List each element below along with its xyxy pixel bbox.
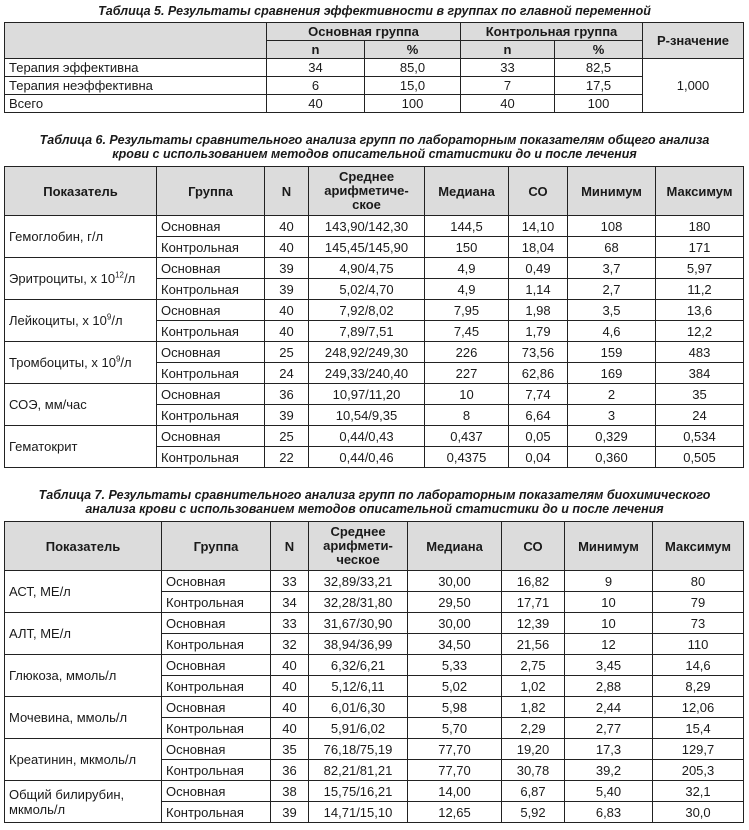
value-cell: 5,12/6,11: [309, 676, 408, 697]
value-cell: 4,6: [568, 321, 656, 342]
value-cell: 7,45: [425, 321, 509, 342]
value-cell: 30,0: [653, 802, 744, 823]
value-cell: 73,56: [509, 342, 568, 363]
group-cell: Контрольная: [157, 321, 265, 342]
col-header-group: Группа: [157, 167, 265, 216]
group-cell: Основная: [162, 781, 271, 802]
value-cell: 5,98: [408, 697, 502, 718]
value-cell: 34,50: [408, 634, 502, 655]
value-cell: 40: [265, 321, 309, 342]
value-cell: 29,50: [408, 592, 502, 613]
indicator-unit: /л: [111, 313, 123, 328]
row-label: Терапия эффективна: [5, 59, 267, 77]
value-cell: 10: [565, 592, 653, 613]
table5-empty-header: [5, 23, 267, 59]
value-cell: 36: [265, 384, 309, 405]
row-label: Всего: [5, 95, 267, 113]
value-cell: 82,21/81,21: [309, 760, 408, 781]
value-cell: 2,29: [502, 718, 565, 739]
indicator-label: Лейкоциты, х 10: [9, 313, 107, 328]
table5-n-header: n: [461, 41, 555, 59]
value-cell: 384: [656, 363, 744, 384]
value-cell: 32,1: [653, 781, 744, 802]
value-cell: 1,79: [509, 321, 568, 342]
table-row: [5, 571, 744, 592]
indicator-label: Гематокрит: [9, 439, 78, 454]
value-cell: 7,92/8,02: [309, 300, 425, 321]
value-cell: 0,44/0,46: [309, 447, 425, 468]
value-cell: 227: [425, 363, 509, 384]
value-cell: 30,00: [408, 571, 502, 592]
group-cell: Контрольная: [162, 634, 271, 655]
indicator-name: [5, 613, 162, 655]
value-cell: 39: [265, 279, 309, 300]
cell: 85,0: [365, 59, 461, 77]
value-cell: 150: [425, 237, 509, 258]
value-cell: 35: [656, 384, 744, 405]
value-cell: 5,02/4,70: [309, 279, 425, 300]
table-row: [5, 655, 744, 676]
value-cell: 62,86: [509, 363, 568, 384]
group-cell: Основная: [162, 655, 271, 676]
value-cell: 171: [656, 237, 744, 258]
value-cell: 5,92: [502, 802, 565, 823]
value-cell: 12,2: [656, 321, 744, 342]
value-cell: 39,2: [565, 760, 653, 781]
value-cell: 205,3: [653, 760, 744, 781]
value-cell: 2,44: [565, 697, 653, 718]
table7: [4, 521, 744, 823]
value-cell: 144,5: [425, 216, 509, 237]
value-cell: 12: [565, 634, 653, 655]
value-cell: 38: [271, 781, 309, 802]
value-cell: 32: [271, 634, 309, 655]
value-cell: 33: [271, 571, 309, 592]
indicator-label: Тромбоциты, х 10: [9, 355, 116, 370]
value-cell: 108: [568, 216, 656, 237]
value-cell: 30,78: [502, 760, 565, 781]
value-cell: 40: [265, 237, 309, 258]
value-cell: 2,7: [568, 279, 656, 300]
value-cell: 145,45/145,90: [309, 237, 425, 258]
value-cell: 10: [565, 613, 653, 634]
indicator-unit: /л: [120, 355, 132, 370]
value-cell: 39: [265, 405, 309, 426]
value-cell: 2,75: [502, 655, 565, 676]
indicator-exponent: 9: [106, 312, 112, 322]
value-cell: 249,33/240,40: [309, 363, 425, 384]
value-cell: 2,77: [565, 718, 653, 739]
group-cell: Основная: [162, 613, 271, 634]
value-cell: 4,9: [425, 279, 509, 300]
value-cell: 80: [653, 571, 744, 592]
value-cell: 0,44/0,43: [309, 426, 425, 447]
cell: 6: [267, 77, 365, 95]
table-row: [5, 300, 744, 321]
value-cell: 248,92/249,30: [309, 342, 425, 363]
value-cell: 7,95: [425, 300, 509, 321]
value-cell: 1,02: [502, 676, 565, 697]
value-cell: 9: [565, 571, 653, 592]
value-cell: 40: [271, 655, 309, 676]
indicator-name: [5, 342, 157, 384]
value-cell: 40: [271, 718, 309, 739]
cell: 34: [267, 59, 365, 77]
value-cell: 12,06: [653, 697, 744, 718]
value-cell: 3,7: [568, 258, 656, 279]
value-cell: 73: [653, 613, 744, 634]
table7-caption-line1: Таблица 7. Результаты сравнительного анализа групп по лабораторным показателям биохимического: [38, 488, 711, 502]
col-header-group: Группа: [162, 522, 271, 571]
value-cell: 79: [653, 592, 744, 613]
indicator-label: Креатинин, мкмоль/л: [9, 752, 137, 767]
indicator-name: [5, 384, 157, 426]
value-cell: 8: [425, 405, 509, 426]
value-cell: 6,32/6,21: [309, 655, 408, 676]
value-cell: 18,04: [509, 237, 568, 258]
table-row: [5, 613, 744, 634]
value-cell: 15,4: [653, 718, 744, 739]
cell: 33: [461, 59, 555, 77]
value-cell: 6,83: [565, 802, 653, 823]
group-cell: Основная: [157, 342, 265, 363]
value-cell: 3,5: [568, 300, 656, 321]
value-cell: 2: [568, 384, 656, 405]
value-cell: 12,39: [502, 613, 565, 634]
value-cell: 7,89/7,51: [309, 321, 425, 342]
value-cell: 6,64: [509, 405, 568, 426]
table-row: [5, 781, 744, 802]
group-cell: Основная: [162, 571, 271, 592]
table6-caption-line1: Таблица 6. Результаты сравнительного анализа групп по лабораторным показателям общего анализа: [39, 133, 710, 147]
value-cell: 5,70: [408, 718, 502, 739]
value-cell: 30,00: [408, 613, 502, 634]
value-cell: 35: [271, 739, 309, 760]
value-cell: 40: [271, 676, 309, 697]
value-cell: 7,74: [509, 384, 568, 405]
group-cell: Контрольная: [157, 237, 265, 258]
value-cell: 226: [425, 342, 509, 363]
value-cell: 13,6: [656, 300, 744, 321]
value-cell: 129,7: [653, 739, 744, 760]
cell: 15,0: [365, 77, 461, 95]
indicator-name: [5, 655, 162, 697]
value-cell: 6,01/6,30: [309, 697, 408, 718]
indicator-label: Глюкоза, ммоль/л: [9, 668, 117, 683]
indicator-label: СОЭ, мм/час: [9, 397, 87, 412]
group-cell: Контрольная: [162, 592, 271, 613]
value-cell: 33: [271, 613, 309, 634]
value-cell: 0,05: [509, 426, 568, 447]
table-row: [5, 384, 744, 405]
value-cell: 0,04: [509, 447, 568, 468]
indicator-name: [5, 571, 162, 613]
value-cell: 5,02: [408, 676, 502, 697]
group-cell: Контрольная: [157, 363, 265, 384]
cell: 100: [555, 95, 643, 113]
p-value: 1,000: [643, 59, 744, 113]
table-row: [5, 697, 744, 718]
table-row: [5, 258, 744, 279]
col-header-max: Максимум: [653, 522, 744, 571]
value-cell: 3,45: [565, 655, 653, 676]
group-cell: Основная: [162, 739, 271, 760]
group-cell: Основная: [162, 697, 271, 718]
table-row: [5, 59, 744, 77]
value-cell: 110: [653, 634, 744, 655]
value-cell: 24: [656, 405, 744, 426]
value-cell: 16,82: [502, 571, 565, 592]
value-cell: 0,49: [509, 258, 568, 279]
table7-caption: [0, 488, 749, 516]
value-cell: 25: [265, 426, 309, 447]
value-cell: 1,82: [502, 697, 565, 718]
table6-caption: [0, 133, 749, 161]
value-cell: 14,71/15,10: [309, 802, 408, 823]
value-cell: 8,29: [653, 676, 744, 697]
col-header-max: Максимум: [656, 167, 744, 216]
col-header-indicator: Показатель: [5, 167, 157, 216]
value-cell: 17,3: [565, 739, 653, 760]
cell: 7: [461, 77, 555, 95]
value-cell: 77,70: [408, 760, 502, 781]
indicator-label: АСТ, МЕ/л: [9, 584, 71, 599]
indicator-unit: /л: [123, 271, 136, 286]
value-cell: 38,94/36,99: [309, 634, 408, 655]
table5-pct-header: %: [555, 41, 643, 59]
value-cell: 180: [656, 216, 744, 237]
indicator-label: Гемоглобин, г/л: [9, 229, 104, 244]
group-cell: Основная: [157, 216, 265, 237]
value-cell: 3: [568, 405, 656, 426]
indicator-name: [5, 426, 157, 468]
value-cell: 15,75/16,21: [309, 781, 408, 802]
cell: 40: [267, 95, 365, 113]
value-cell: 0,534: [656, 426, 744, 447]
col-header-sd: СО: [502, 522, 565, 571]
group-cell: Контрольная: [157, 405, 265, 426]
table-row: [5, 426, 744, 447]
indicator-label: Общий билирубин, мкмоль/л: [9, 786, 125, 817]
value-cell: 169: [568, 363, 656, 384]
value-cell: 1,98: [509, 300, 568, 321]
value-cell: 39: [271, 802, 309, 823]
value-cell: 5,91/6,02: [309, 718, 408, 739]
value-cell: 143,90/142,30: [309, 216, 425, 237]
col-header-min: Минимум: [565, 522, 653, 571]
indicator-exponent: 9: [115, 354, 121, 364]
table-row: [5, 95, 744, 113]
value-cell: 39: [265, 258, 309, 279]
value-cell: 10,97/11,20: [309, 384, 425, 405]
value-cell: 32,89/33,21: [309, 571, 408, 592]
table6: [4, 166, 744, 468]
value-cell: 14,6: [653, 655, 744, 676]
indicator-name: [5, 216, 157, 258]
table7-caption-line2: анализа крови с использованием методов описательной статистики до и после лечения: [85, 502, 664, 516]
value-cell: 24: [265, 363, 309, 384]
table-row: [5, 216, 744, 237]
value-cell: 5,97: [656, 258, 744, 279]
value-cell: 0,360: [568, 447, 656, 468]
value-cell: 76,18/75,19: [309, 739, 408, 760]
value-cell: 40: [271, 697, 309, 718]
cell: 17,5: [555, 77, 643, 95]
table-row: [5, 77, 744, 95]
indicator-name: [5, 781, 162, 823]
table5-p-header: Р-значение: [643, 23, 744, 59]
indicator-name: [5, 258, 157, 300]
indicator-name: [5, 300, 157, 342]
value-cell: 159: [568, 342, 656, 363]
col-header-mean: Среднее арифметиче-ское: [309, 167, 425, 216]
table6-caption-line2: крови с использованием методов описательной статистики до и после лечения: [112, 147, 637, 161]
value-cell: 31,67/30,90: [309, 613, 408, 634]
table5-pct-header: %: [365, 41, 461, 59]
cell: 82,5: [555, 59, 643, 77]
col-header-n: N: [271, 522, 309, 571]
value-cell: 10: [425, 384, 509, 405]
value-cell: 14,10: [509, 216, 568, 237]
value-cell: 25: [265, 342, 309, 363]
value-cell: 2,88: [565, 676, 653, 697]
value-cell: 21,56: [502, 634, 565, 655]
value-cell: 1,14: [509, 279, 568, 300]
group-cell: Контрольная: [162, 676, 271, 697]
value-cell: 40: [265, 216, 309, 237]
group-cell: Основная: [157, 384, 265, 405]
value-cell: 77,70: [408, 739, 502, 760]
indicator-label: Эритроциты, х 10: [9, 271, 116, 286]
table5-group-control-header: Контрольная группа: [461, 23, 643, 41]
group-cell: Основная: [157, 426, 265, 447]
value-cell: 6,87: [502, 781, 565, 802]
value-cell: 0,437: [425, 426, 509, 447]
value-cell: 36: [271, 760, 309, 781]
table5-group-main-header: Основная группа: [267, 23, 461, 41]
value-cell: 10,54/9,35: [309, 405, 425, 426]
value-cell: 40: [265, 300, 309, 321]
table-row: [5, 739, 744, 760]
col-header-median: Медиана: [408, 522, 502, 571]
indicator-name: [5, 739, 162, 781]
value-cell: 19,20: [502, 739, 565, 760]
col-header-n: N: [265, 167, 309, 216]
row-label: Терапия неэффективна: [5, 77, 267, 95]
group-cell: Контрольная: [162, 802, 271, 823]
cell: 100: [365, 95, 461, 113]
table5-n-header: n: [267, 41, 365, 59]
indicator-label: Мочевина, ммоль/л: [9, 710, 128, 725]
value-cell: 5,40: [565, 781, 653, 802]
table5-caption: Таблица 5. Результаты сравнения эффективности в группах по главной переменной: [98, 4, 651, 18]
group-cell: Контрольная: [157, 447, 265, 468]
value-cell: 12,65: [408, 802, 502, 823]
value-cell: 483: [656, 342, 744, 363]
indicator-label: АЛТ, МЕ/л: [9, 626, 71, 641]
value-cell: 4,9: [425, 258, 509, 279]
group-cell: Основная: [157, 258, 265, 279]
col-header-median: Медиана: [425, 167, 509, 216]
indicator-name: [5, 697, 162, 739]
value-cell: 0,4375: [425, 447, 509, 468]
value-cell: 17,71: [502, 592, 565, 613]
value-cell: 5,33: [408, 655, 502, 676]
value-cell: 11,2: [656, 279, 744, 300]
value-cell: 68: [568, 237, 656, 258]
group-cell: Контрольная: [162, 760, 271, 781]
col-header-indicator: Показатель: [5, 522, 162, 571]
value-cell: 14,00: [408, 781, 502, 802]
indicator-exponent: 12: [115, 270, 124, 280]
value-cell: 22: [265, 447, 309, 468]
table5: [4, 22, 744, 113]
col-header-mean: Среднее арифмети-ческое: [309, 522, 408, 571]
col-header-sd: СО: [509, 167, 568, 216]
group-cell: Контрольная: [162, 718, 271, 739]
group-cell: Основная: [157, 300, 265, 321]
value-cell: 4,90/4,75: [309, 258, 425, 279]
col-header-min: Минимум: [568, 167, 656, 216]
table-row: [5, 342, 744, 363]
value-cell: 0,329: [568, 426, 656, 447]
value-cell: 34: [271, 592, 309, 613]
group-cell: Контрольная: [157, 279, 265, 300]
cell: 40: [461, 95, 555, 113]
value-cell: 0,505: [656, 447, 744, 468]
value-cell: 32,28/31,80: [309, 592, 408, 613]
